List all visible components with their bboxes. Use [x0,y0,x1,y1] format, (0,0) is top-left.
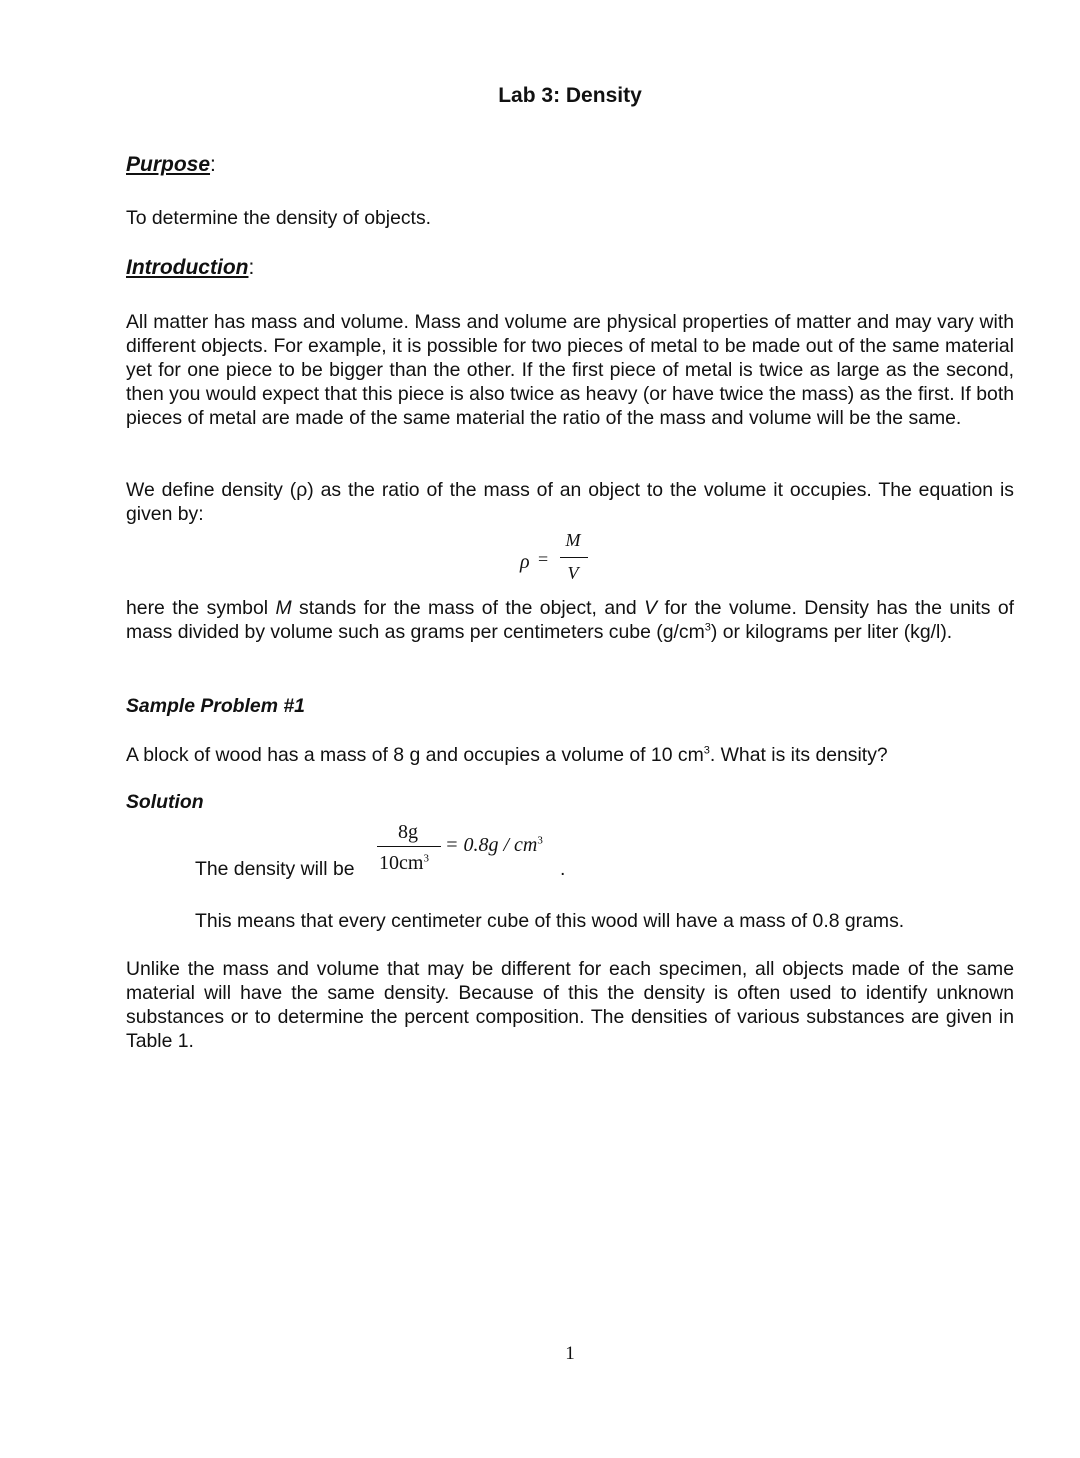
solution-denominator: $10cm^3$ [379,852,429,874]
formula-denominator: V [567,563,579,583]
formula-fraction-bar [560,557,588,558]
closing-paragraph: Unlike the mass and volume that may be different for each specimen, all objects made of the same material will have the same density. Because of this the density is often used to identify unknown substances or to determine the percent composition. The densities of various substances are given in Table 1. [126,958,1014,1052]
purpose-heading: Purpose: [126,153,216,176]
page-title: Lab 3: Density [498,84,642,107]
solution-period: . [560,858,566,880]
formula-rho: ρ [520,551,530,573]
page-number: 1 [565,1343,575,1364]
formula-equals: = [538,549,549,569]
formula-numerator: M [565,530,581,550]
solution-meaning: This means that every centimeter cube of this wood will have a mass of 0.8 grams. [195,910,905,932]
solution-result: = $0.8g / cm^3$ [445,834,543,856]
introduction-heading: Introduction: [126,256,255,279]
purpose-text: To determine the density of objects. [126,207,432,229]
introduction-heading-text: Introduction [126,256,249,279]
introduction-paragraph-2: We define density (ρ) as the ratio of the mass of an object to the volume it occupies. The equation is given by: [126,479,1014,525]
solution-numerator: 8g [398,821,418,843]
sample-problem-question: A block of wood has a mass of 8 g and occupies a volume of 10 $cm^3$. What is its density? [126,744,888,766]
purpose-heading-text: Purpose [126,153,211,176]
density-label: The density will be [195,858,355,880]
solution-fraction-bar [377,846,441,847]
solution-heading: Solution [126,791,204,813]
introduction-paragraph-3: here the symbol M stands for the mass of the object, and V for the volume. Density has the units of mass divided by volume such as grams per centimeters cube $(g/cm^3)$ or kilograms per liter (kg/l). [126,597,1014,643]
introduction-paragraph-1: All matter has mass and volume. Mass and volume are physical properties of matter and may vary with different objects. For example, it is possible for two pieces of metal to be made out of the same material yet for one piece to be bigger than the other. If the first piece of metal is twice as large as the second, then you would expect that this piece is also twice as heavy (or have twice the mass) as the first. If both pieces of metal are made of the same material the ratio of the mass and volume will be the same. [126,311,1014,429]
sample-problem-heading: Sample Problem #1 [126,695,305,717]
